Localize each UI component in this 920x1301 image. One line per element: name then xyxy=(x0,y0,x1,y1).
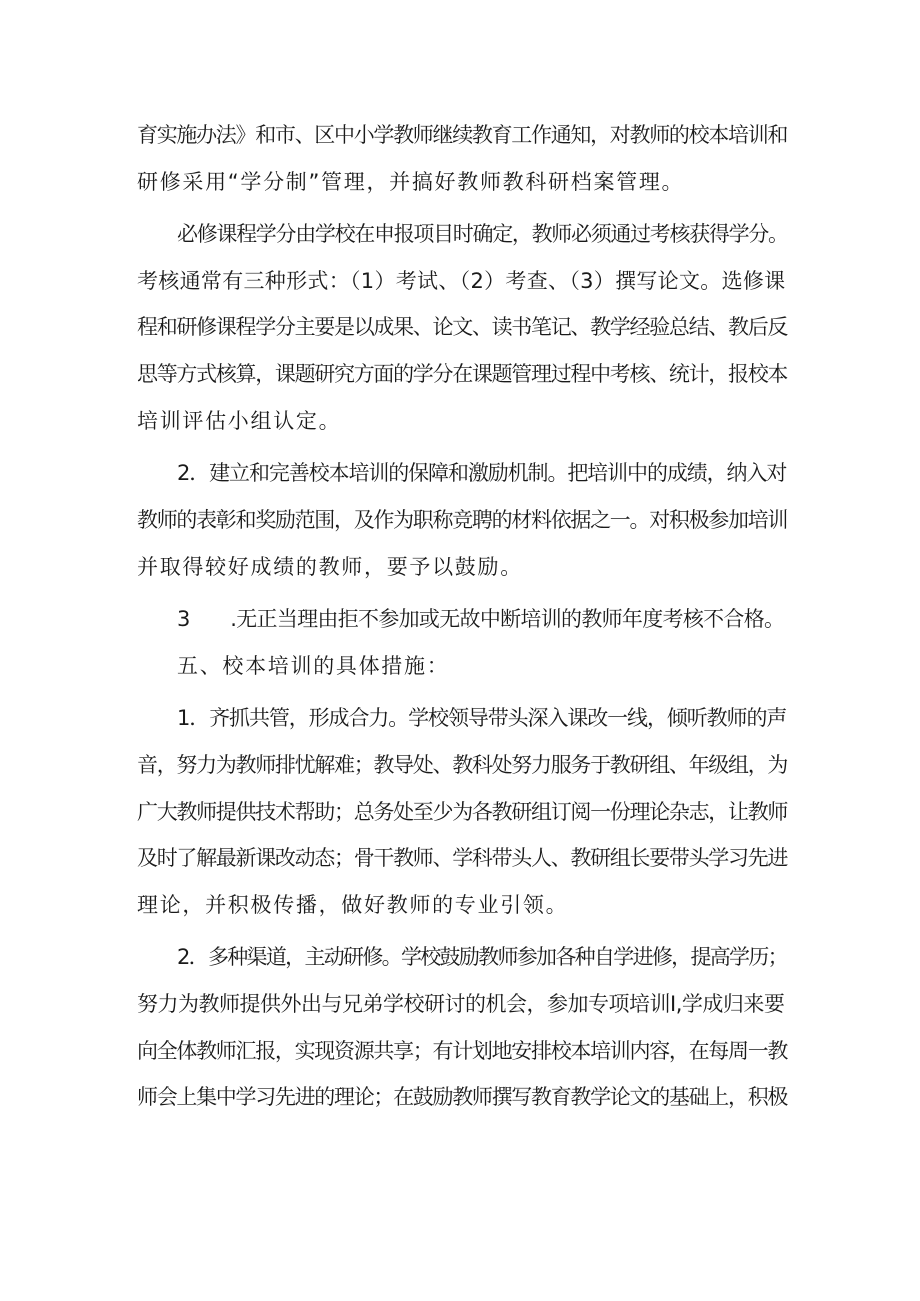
section-heading: 五、校本培训的具体措施： xyxy=(177,654,450,678)
body-line: 程和研修课程学分主要是以成果、论文、读书笔记、教学经验总结、教后反 xyxy=(137,315,788,339)
body-line: 音，努力为教师排忧解难；教导处、教科处努力服务于教研组、年级组，为 xyxy=(137,753,788,777)
body-line: 思等方式核算，课题研究方面的学分在课题管理过程中考核、统计，报校本 xyxy=(137,362,788,386)
body-line: 2．多种渠道，主动研修。学校鼓励教师参加各种自学进修，提高学历； xyxy=(177,945,787,969)
body-line: 1．齐抓共管，形成合力。学校领导带头深入课改一线，倾听教师的声 xyxy=(177,706,787,730)
body-line: 培训评估小组认定。 xyxy=(137,409,342,433)
body-line: 2．建立和完善校本培训的保障和激励机制。把培训中的成绩，纳入对 xyxy=(177,461,787,485)
body-line: 向全体教师汇报，实现资源共享；有计划地安排校本培训内容，在每周一教 xyxy=(137,1039,788,1063)
body-line: 育实施办法》和市、区中小学教师继续教育工作通知，对教师的校本培训和 xyxy=(137,123,788,147)
body-line: 考核通常有三种形式：（1）考试、（2）考查、（3）撰写论文。选修课 xyxy=(137,269,786,293)
body-line: 教师的表彰和奖励范围，及作为职称竞聘的材料依据之一。对积极参加培训 xyxy=(137,508,788,532)
body-line: 努力为教师提供外出与兄弟学校研讨的机会，参加专项培训I,学成归来要 xyxy=(137,992,785,1016)
body-line: 师会上集中学习先进的理论；在鼓励教师撰写教育教学论文的基础上，积极 xyxy=(137,1085,788,1109)
body-line: 必修课程学分由学校在申报项目时确定，教师必须通过考核获得学分。 xyxy=(177,222,788,246)
body-line: 并取得较好成绩的教师，要予以鼓励。 xyxy=(137,555,523,579)
body-line: 理论，并积极传播，做好教师的专业引领。 xyxy=(137,893,569,917)
body-line: 及时了解最新课改动态；骨干教师、学科带头人、教研组长要带头学习先进 xyxy=(137,846,788,870)
body-line: 3 .无正当理由拒不参加或无故中断培训的教师年度考核不合格。 xyxy=(177,607,785,631)
body-line: 研修采用“学分制”管理，并搞好教师教科研档案管理。 xyxy=(137,170,685,194)
body-line: 广大教师提供技术帮助；总务处至少为各教研组订阅一份理论杂志，让教师 xyxy=(137,800,788,824)
